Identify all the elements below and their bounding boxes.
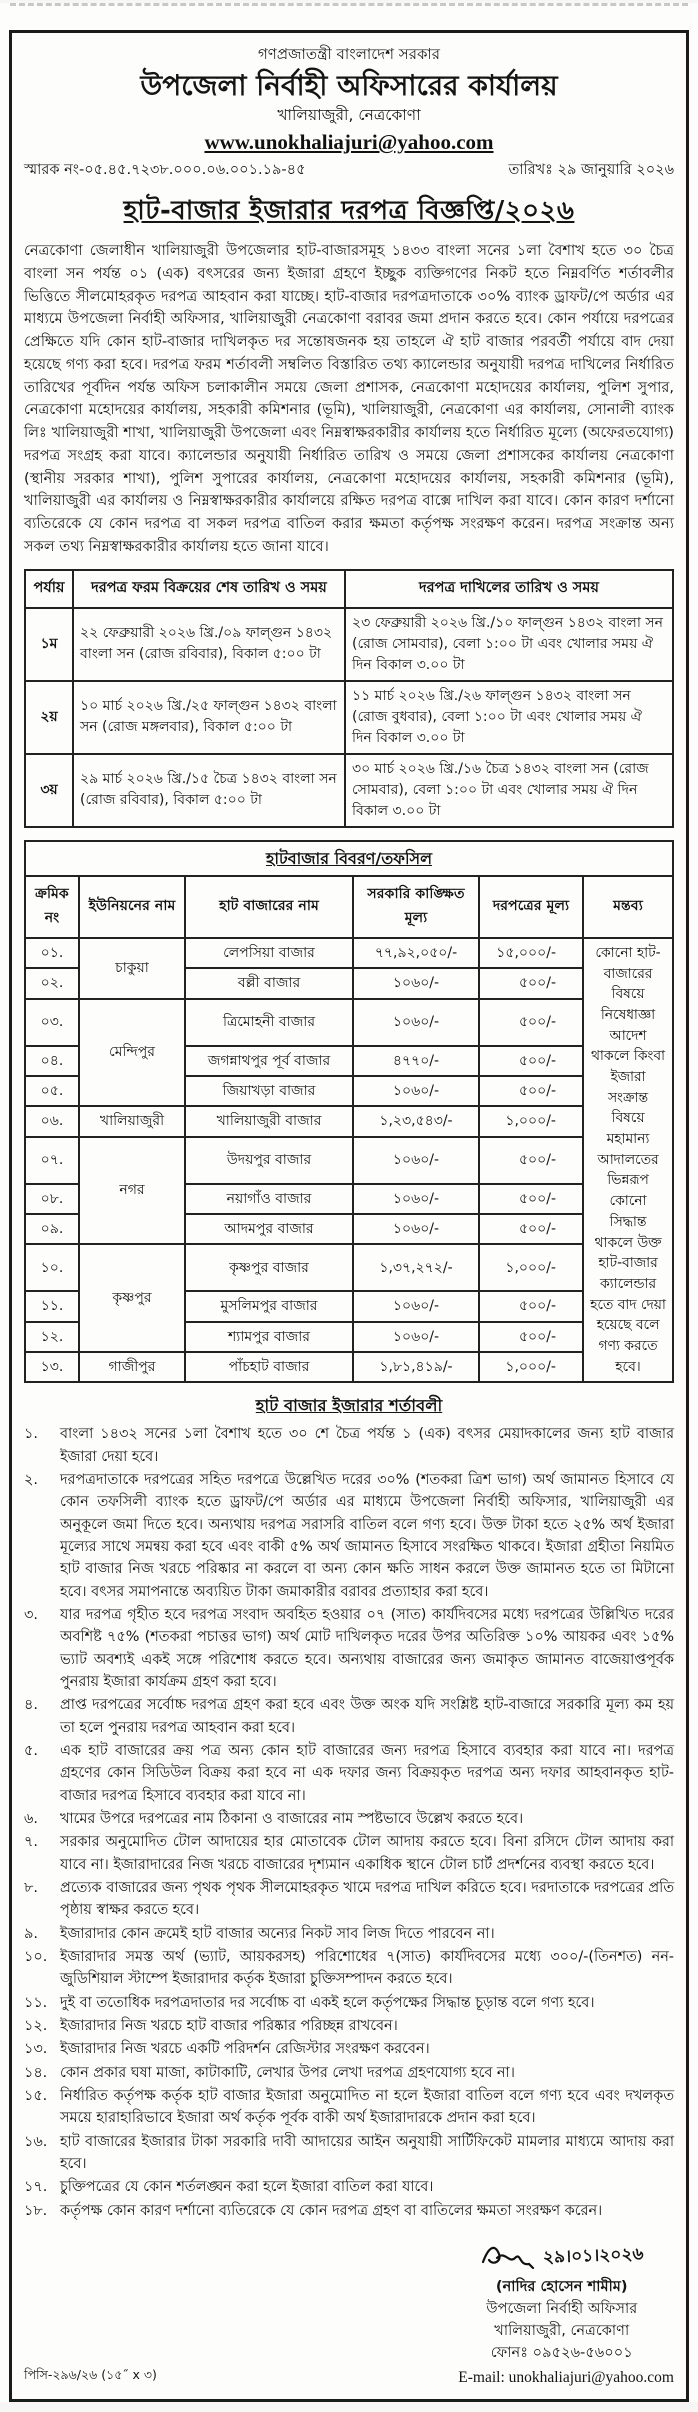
market-header-serial: ক্রমিক নং [25, 876, 79, 938]
union-name: খালিয়াজুরী [79, 1106, 185, 1136]
condition-text: সরকার অনুমোদিত টোল আদায়ের হার মোতাবেক টোল আদায় করতে হবে। বিনা রসিদে টোল আদায় করা যাবে না। ইজারাদারের নিজ খরচে বাজারের দৃশ্যমান একাধিক স্থানে টোল চার্ট প্রদর্শনের ব্যবস্থা করতে হবে। [60, 1834, 674, 1873]
tender-form-price: ৫০০/- [479, 968, 583, 998]
schedule-table [24, 569, 674, 828]
market-row [25, 1137, 673, 1184]
condition-text: ইজারাদার সমস্ত অর্থ (ভ্যাট, আয়করসহ) পরিশোধের ৭(সাত) কার্যদিবসের মধ্যে ৩০০/-(তিনশত) নন-জুডিশিয়াল স্টাম্পে ইজারাদার কর্তৃক ইজারা চুক্তিসম্পাদন করতে হবে। [60, 1948, 674, 1988]
union-name: কৃষ্ণপুর [79, 1244, 185, 1352]
condition-item [24, 1469, 674, 1603]
condition-text: কোন প্রকার ঘষা মাজা, কাটাকাটি, লেখার উপর লেখা দরপত্র গ্রহণযোগ্য হবে না। [60, 2064, 515, 2081]
condition-item [24, 1877, 674, 1922]
conditions-list [24, 1423, 674, 2221]
tender-form-price: ৫০০/- [479, 1046, 583, 1076]
condition-text: প্রত্যেক বাজারের জন্য পৃথক পৃথক সীলমোহরকৃত খামে দরপত্র দাখিল করিতে হবে। দরদাতাকে দরপত্রের প্রতি পৃষ্ঠায় স্বাক্ষর করতে হবে। [60, 1879, 674, 1919]
market-serial: ০২. [25, 968, 79, 998]
condition-number: ১৭. [24, 2179, 48, 2196]
market-serial: ০৩. [25, 999, 79, 1046]
schedule-row [25, 754, 673, 827]
market-row [25, 938, 673, 968]
schedule-header-submission: দরপত্র দাখিলের তারিখ ও সময় [345, 570, 673, 608]
condition-text: খামের উপরে দরপত্রের নাম ঠিকানা ও বাজারের নাম স্পষ্টভাবে উল্লেখ করতে হবে। [60, 1810, 524, 1827]
condition-item [24, 2085, 674, 2130]
market-serial: ০৭. [25, 1137, 79, 1184]
office-website-link[interactable]: www.unokhaliajuri@yahoo.com [204, 130, 494, 154]
condition-number: ৩. [24, 1606, 38, 1623]
schedule-phase: ১ম [25, 608, 73, 681]
schedule-submission: ১১ মার্চ ২০২৬ খ্রি./২৬ ফাল্গুন ১৪৩২ বাংলা সন (রোজ বুধবার), বেলা ১:০০ টা এবং খোলার সময় ঐ দিন বিকাল ৩.০০ টা [345, 681, 673, 754]
condition-number: ১. [24, 1426, 38, 1443]
signature-block [479, 2240, 644, 2364]
condition-text: চুক্তিপত্রের যে কোন শর্তলঙ্ঘন করা হলে ইজারা বাতিল করা যাবে। [60, 2179, 434, 2196]
market-serial: ০৪. [25, 1046, 79, 1076]
condition-number: ৮. [24, 1879, 38, 1896]
market-name: শ্যামপুর বাজার [185, 1322, 353, 1352]
govt-expected-value: ১০৬০/- [353, 999, 479, 1046]
market-serial: ১০. [25, 1244, 79, 1291]
condition-item [24, 1923, 674, 1945]
condition-text: নির্ধারিত কর্তৃপক্ষ কর্তৃক হাট বাজার ইজারা অনুমোদিত না হলে ইজারা বাতিল বলে গণ্য হবে এবং দখলকৃত সময়ে হারাহারিভাবে ইজারা অর্থ কর্তৃক পূর্বক বাকী অর্থ ইজারাদারকে প্রদান করা হবে। [60, 2087, 674, 2127]
market-name: লেপসিয়া বাজার [185, 938, 353, 968]
condition-text: বাংলা ১৪৩২ সনের ১লা বৈশাখ হতে ৩০ শে চৈত্র পর্যন্ত ১ (এক) বৎসর মেয়াদকালের জন্য হাট বাজার ইজারা দেয়া হবে। [60, 1426, 674, 1465]
condition-number: ১৬. [24, 2133, 48, 2150]
condition-number: ৫. [24, 1742, 38, 1759]
condition-item [24, 2038, 674, 2060]
tender-form-price: ৫০০/- [479, 1076, 583, 1106]
condition-item [24, 1694, 674, 1739]
schedule-phase: ২য় [25, 681, 73, 754]
notice-date: তারিখঃ ২৯ জানুয়ারি ২০২৬ [508, 162, 674, 178]
intro-paragraph: নেত্রকোণা জেলাধীন খালিয়াজুরী উপজেলার হাট-বাজারসমূহ ১৪৩৩ বাংলা সনের ১লা বৈশাখ হতে ৩০ চৈত্র বাংলা সন পর্যন্ত ০১ (এক) বৎসরের জন্য ইজারা গ্রহণে ইচ্ছুক ব্যক্তিগণের নিকট হতে নিম্নবর্ণিত শর্তাবলীর ভিত্তিতে সীলমোহরকৃত দরপত্র আহবান করা যাচ্ছে। হাট-বাজার দরপত্রদাতাকে ৩০% ব্যাংক ড্রাফট/পে অর্ডার এর মাধ্যমে উপজেলা নির্বাহী অফিসার, খালিয়াজুরী নেত্রকোণা বরাবর জমা প্রদান করতে হবে। কোন পর্যায়ে দরপত্রের প্রেক্ষিতে যদি কোন হাট-বাজার দাখিলকৃত দর সন্তোষজনক হয় তাহলে ঐ হাট বাজার পরবর্তী পর্যায়ে বাদ দেয়া হয়েছে গণ্য করা হবে। দরপত্র ফরম শর্তাবলী সম্বলিত বিস্তারিত তথ্য ক্যালেন্ডার অনুযায়ী দরপত্র দাখিলের নির্ধারিত তারিখের পূর্বদিন পর্যন্ত অফিস চলাকালীন সময়ে জেলা প্রশাসক, নেত্রকোণা মহোদয়ের কার্যালয়, পুলিশ সুপার, নেত্রকোণা মহোদয়ের কার্যালয়, সহকারী কমিশনার (ভূমি), খালিয়াজুরী, নেত্রকোণা এর কার্যালয়, সোনালী ব্যাংক লিঃ খালিয়াজুরী শাখা, খালিয়াজুরী উপজেলা এবং নিম্নস্বাক্ষরকারীর কার্যালয় হতে নির্ধারিত মূল্যে (অফেরতযোগ্য) দরপত্র সংগ্রহ করা যাবে। ক্যালেন্ডার অনুযায়ী নির্ধারিত তারিখ ও সময়ে জেলা প্রশাসকের কার্যালয় নেত্রকোণা (স্থানীয় সরকার শাখা), পুলিশ সুপারের কার্যালয়, নেত্রকোণা মহোদয়ের কার্যালয়, সহকারী কমিশনার (ভূমি), খালিয়াজুরী এর কার্যালয় ও নিম্নস্বাক্ষরকারীর কার্যালয়ে রক্ষিত দরপত্র বাক্সে দাখিল করা যাবে। কোন কারণ দর্শানো ব্যতিরেকে যে কোন দরপত্র বা সকল দরপত্র বাতিল করার ক্ষমতা কর্তৃপক্ষ সংরক্ষণ করেন। দরপত্র সংক্রান্ত অন্য সকল তথ্য নিম্নস্বাক্ষরকারীর কার্যালয় হতে জানা যাবে। [24, 242, 674, 555]
market-row [25, 999, 673, 1046]
condition-item [24, 1831, 674, 1876]
market-name: জগন্নাথপুর পূর্ব বাজার [185, 1046, 353, 1076]
condition-number: ১৩. [24, 2041, 48, 2058]
market-name: আদমপুর বাজার [185, 1214, 353, 1244]
condition-number: ১০. [24, 1948, 48, 1965]
condition-text: যার দরপত্র গৃহীত হবে দরপত্র সংবাদ অবহিত হওয়ার ০৭ (সাত) কার্যদিবসের মধ্যে দরপত্রের উল্লিখিত দরের অবশিষ্ট ৭৫% (শতকরা পচাত্তর ভাগ) অর্থ মোট দাখিলকৃত দরের উপর অতিরিক্ত ১০% আয়কর এবং ১৫% ভ্যাট অবশ্যই একই সঙ্গে পরিশোধ করতে হবে। অন্যথায় বাজারের জন্য জমাকৃত জামানত বাজেয়াপ্তপূর্বক পুনরায় ইজারা কার্যক্রম গ্রহণ করা হবে। [60, 1606, 674, 1690]
condition-text: হাট বাজারের ইজারার টাকা সরকারি দাবী আদায়ের আইন অনুযায়ী সার্টিফিকেট মামলার মাধ্যমে আদায় করা হবে। [60, 2133, 674, 2172]
condition-item [24, 1423, 674, 1468]
condition-number: ৪. [24, 1697, 38, 1714]
market-serial: ০১. [25, 938, 79, 968]
schedule-phase: ৩য় [25, 754, 73, 827]
tender-form-price: ৫০০/- [479, 1184, 583, 1214]
union-name: চাকুয়া [79, 938, 185, 999]
schedule-sale-deadline: ২২ ফেব্রুয়ারী ২০২৬ খ্রি./০৯ ফাল্গুন ১৪৩২ বাংলা সন (রোজ রবিবার), বিকাল ৫:০০ টা [73, 608, 345, 681]
tender-form-price: ৫০০/- [479, 999, 583, 1046]
govt-expected-value: ১,৩৭,২৭২/- [353, 1244, 479, 1291]
tender-form-price: ৫০০/- [479, 1322, 583, 1352]
condition-number: ৬. [24, 1810, 38, 1827]
conditions-title: হাট বাজার ইজারার শর্তাবলী [255, 1396, 443, 1416]
govt-expected-value: ৭৭,৯২,০৫০/- [353, 938, 479, 968]
condition-item [24, 2015, 674, 2037]
condition-number: ৯. [24, 1925, 38, 1942]
condition-text: এক হাট বাজারের ক্রয় পত্র অন্য কোন হাট বাজারের জন্য দরপত্র হিসাবে ব্যবহার করা যাবে না। দরপত্র গ্রহণের কোন সিডিউল বিক্রয় করা হবে না এক দফার জন্য বিক্রয়কৃত দরপত্র অন্য দফার আহবানকৃত হাট-বাজার দরপত্র হিসাবে ব্যবহার করা যাবে না। [60, 1742, 674, 1804]
office-name: উপজেলা নির্বাহী অফিসারের কার্যালয় [140, 69, 558, 102]
condition-number: ৭. [24, 1834, 38, 1851]
market-row [25, 1244, 673, 1291]
condition-text: ইজারাদার নিজ খরচে একটি পরিদর্শন রেজিস্টার সংরক্ষণ করবেন। [60, 2041, 430, 2058]
condition-number: ১৮. [24, 2202, 48, 2219]
signer-email: E-mail: unokhaliajuri@yahoo.com [458, 2369, 674, 2387]
govt-expected-value: ১,২৩,৫৪৩/- [353, 1106, 479, 1136]
condition-number: ১৫. [24, 2087, 48, 2104]
market-serial: ০৬. [25, 1106, 79, 1136]
market-header-market-name: হাট বাজারের নাম [185, 876, 353, 938]
schedule-submission: ৩০ মার্চ ২০২৬ খ্রি./১৬ চৈত্র ১৪৩২ বাংলা সন (রোজ সোমবার), বেলা ১:০০ টা এবং খোলার সময় ঐ দিন বিকাল ৩.০০ টা [345, 754, 673, 827]
schedule-sale-deadline: ১০ মার্চ ২০২৬ খ্রি./২৫ ফাল্গুন ১৪৩২ বাংলা সন (রোজ মঙ্গলবার), বিকাল ৫:০০ টা [73, 681, 345, 754]
market-table [24, 840, 674, 1384]
schedule-row [25, 608, 673, 681]
condition-item [24, 1740, 674, 1807]
condition-text: প্রাপ্ত দরপত্রের সর্বোচ্চ দরপত্র গ্রহণ করা হবে এবং উক্ত অংক যদি সংশ্লিষ্ট হাট-বাজারে সরকারি মূল্য কম হয় তা হলে পুনরায় দরপত্র আহবান করা হবে। [60, 1697, 674, 1736]
market-serial: ১১. [25, 1291, 79, 1321]
condition-text: ইজারাদার নিজ খরচে হাট বাজার পরিষ্কার পরিচ্ছন্ন রাখবেন। [60, 2017, 398, 2034]
market-name: ত্রিমোহনী বাজার [185, 999, 353, 1046]
condition-item [24, 1808, 674, 1830]
market-serial: ০৫. [25, 1076, 79, 1106]
condition-item [24, 1992, 674, 2014]
condition-item [24, 1946, 674, 1991]
tender-form-price: ৫০০/- [479, 1137, 583, 1184]
document-page [0, 3, 698, 2402]
union-name: মেন্দিপুর [79, 999, 185, 1107]
market-serial: ১৩. [25, 1352, 79, 1382]
notice-border-box [9, 30, 689, 2402]
market-serial: ০৯. [25, 1214, 79, 1244]
signer-name: (নাদির হোসেন শামীম) [495, 2277, 628, 2295]
signature-mark [479, 2240, 537, 2274]
market-name: খালিয়াজুরী বাজার [185, 1106, 353, 1136]
tender-form-price: ১৫,০০০/- [479, 938, 583, 968]
condition-item [24, 2176, 674, 2198]
condition-number: ১৪. [24, 2064, 48, 2081]
signer-office: খালিয়াজুরী, নেত্রকোণা [494, 2321, 630, 2339]
notice-title: হাট-বাজার ইজারার দরপত্র বিজ্ঞপ্তি/২০২৬ [123, 196, 575, 226]
market-name: উদয়পুর বাজার [185, 1137, 353, 1184]
market-name: জিয়াখড়া বাজার [185, 1076, 353, 1106]
union-name: নগর [79, 1137, 185, 1245]
schedule-submission: ২৩ ফেব্রুয়ারী ২০২৬ খ্রি./১০ ফাল্গুন ১৪৩২ বাংলা সন (রোজ সোমবার), বেলা ১:০০ টা এবং খোলার সময় ঐ দিন বিকাল ৩.০০ টা [345, 608, 673, 681]
condition-text: ইজারাদার কোন ক্রমেই হাট বাজার অন্যের নিকট সাব লিজ দিতে পারবেন না। [60, 1925, 495, 1942]
schedule-sale-deadline: ২৯ মার্চ ২০২৬ খ্রি./১৫ চৈত্র ১৪৩২ বাংলা সন (রোজ রবিবার), বিকাল ৫:০০ টা [73, 754, 345, 827]
govt-line: গণপ্রজাতন্ত্রী বাংলাদেশ সরকার [257, 45, 441, 63]
market-table-title: হাটবাজার বিবরণ/তফসিল [25, 841, 673, 876]
govt-expected-value: ১০৬০/- [353, 1214, 479, 1244]
condition-item [24, 1604, 674, 1693]
govt-expected-value: ১,৮১,৪১৯/- [353, 1352, 479, 1382]
office-location: খালিয়াজুরী, নেত্রকোণা [277, 106, 421, 124]
condition-number: ১২. [24, 2017, 48, 2034]
govt-expected-value: ১০৬০/- [353, 1184, 479, 1214]
condition-text: দরপত্রদাতাকে দরপত্রের সহিত দরপত্রে উল্লেখিত দরের ৩০% (শতকরা ত্রিশ ভাগ) অর্থ জামানত হিসাবে যে কোন তফসিলী ব্যাংক হতে ড্রাফট/পে অর্ডার এর মাধ্যমে উপজেলা নির্বাহী অফিসার, খালিয়াজুরী এর অনুকূলে জমা দিতে হবে। অন্যথায় দরপত্র সরাসরি বাতিল বলে গণ্য হবে। উক্ত টাকা হতে ২৫% অর্থ ইজারা মূল্যের সাথে সমন্বয় করা হবে এবং বাকী ৫% অর্থ জামানত হিসাবে সংরক্ষিত থাকবে। ইজারা গ্রহীতা নিয়মিত হাট বাজার নিজ খরচে পরিষ্কার না করলে বা অন্য কোন ক্ষতি সাধন করলে উক্ত জামানত হতে তা মিটানো হবে। বৎসর সমাপনান্তে অব্যয়িত টাকা জমাকারীর বরাবর প্রত্যাহার করা হবে। [60, 1472, 674, 1600]
market-serial: ০৮. [25, 1184, 79, 1214]
memo-number: স্মারক নং-০৫.৪৫.৭২৩৮.০০০.০৬.০০১.১৯-৪৫ [24, 162, 306, 178]
market-header-union: ইউনিয়নের নাম [79, 876, 185, 938]
market-name: নয়াগাঁও বাজার [185, 1184, 353, 1214]
market-name: পাঁচহাট বাজার [185, 1352, 353, 1382]
condition-item [24, 2131, 674, 2176]
market-name: কৃষ্ণপুর বাজার [185, 1244, 353, 1291]
govt-expected-value: ১০৬০/- [353, 968, 479, 998]
schedule-header-phase: পর্যায় [25, 570, 73, 608]
condition-number: ১১. [24, 1994, 48, 2011]
tender-form-price: ৫০০/- [479, 1214, 583, 1244]
govt-expected-value: ১০৬০/- [353, 1291, 479, 1321]
condition-text: কর্তৃপক্ষ কোন কারণ দর্শানো ব্যতিরেকে যে কোন দরপত্র গ্রহণ বা বাতিলের ক্ষমতা সংরক্ষণ করেন। [60, 2202, 603, 2219]
govt-expected-value: ১০৬০/- [353, 1076, 479, 1106]
condition-number: ২. [24, 1472, 38, 1488]
market-serial: ১২. [25, 1322, 79, 1352]
market-name: বল্লী বাজার [185, 968, 353, 998]
schedule-row [25, 681, 673, 754]
tender-form-price: ১,০০০/- [479, 1244, 583, 1291]
tender-form-price: ১,০০০/- [479, 1106, 583, 1136]
market-name: মুসলিমপুর বাজার [185, 1291, 353, 1321]
signer-designation: উপজেলা নির্বাহী অফিসার [486, 2299, 638, 2317]
market-header-tender-price: দরপত্রের মূল্য [479, 876, 583, 938]
press-code: পিসি-২৯৬/২৬ (১৫˝ x ৩) [24, 2367, 157, 2383]
market-row [25, 1106, 673, 1136]
tender-form-price: ১,০০০/- [479, 1352, 583, 1382]
govt-expected-value: ৪৭৭০/- [353, 1046, 479, 1076]
tender-form-price: ৫০০/- [479, 1291, 583, 1321]
perforation-line [10, 3, 688, 6]
market-header-govt-value: সরকারি কাঙ্ক্ষিত মূল্য [353, 876, 479, 938]
remarks-cell: কোনো হাট-বাজারের বিষয়ে নিষেধাজ্ঞা আদেশ থাকলে কিংবা ইজারা সংক্রান্ত বিষয়ে মহামান্য আদালতের ভিন্নরূপ কোনো সিদ্ধান্ত থাকলে উক্ত হাট-বাজার ক্যালেন্ডার হতে বাদ দেয়া হয়েছে বলে গণ্য করতে হবে। [583, 938, 673, 1382]
govt-expected-value: ১০৬০/- [353, 1322, 479, 1352]
schedule-header-sale-deadline: দরপত্র ফরম বিক্রয়ের শেষ তারিখ ও সময় [73, 570, 345, 608]
condition-item [24, 2200, 674, 2222]
union-name: গাজীপুর [79, 1352, 185, 1382]
condition-item [24, 2062, 674, 2084]
signature-date: ২৯।০১।২০২৬ [543, 2244, 645, 2268]
market-header-remarks: মন্তব্য [583, 876, 673, 938]
govt-expected-value: ১০৬০/- [353, 1137, 479, 1184]
market-row [25, 1352, 673, 1382]
signer-phone: ফোনঃ ০৯৫২৬-৫৬০০১ [490, 2343, 633, 2361]
condition-text: দুই বা ততোধিক দরপত্রদাতার দর সর্বোচ্চ বা একই হলে কর্তৃপক্ষের সিদ্ধান্ত চূড়ান্ত বলে গণ্য হবে। [60, 1994, 595, 2011]
